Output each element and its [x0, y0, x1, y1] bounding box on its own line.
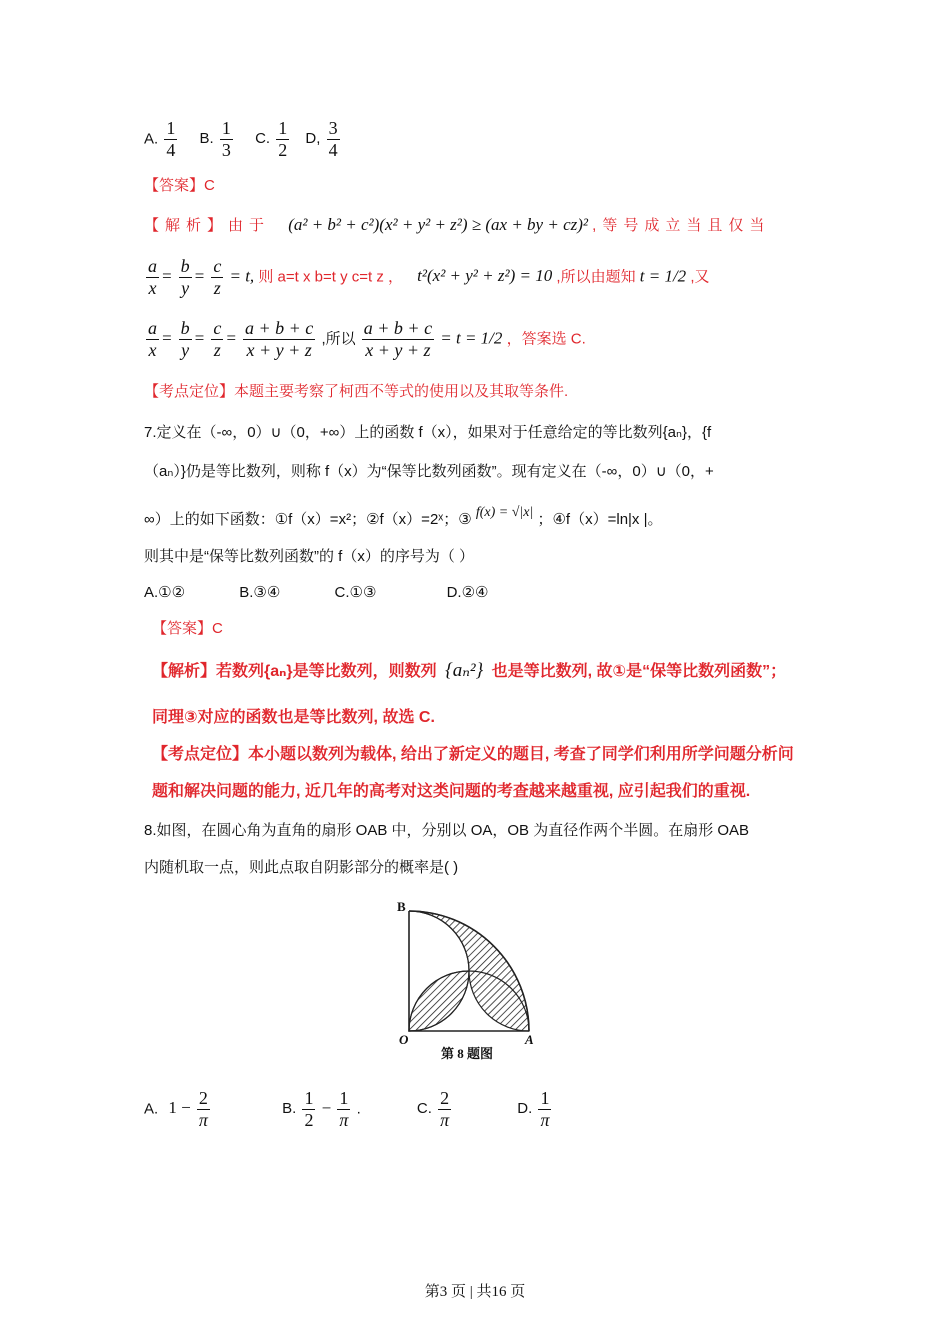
q8-option-a-pre: 1 −	[168, 1098, 191, 1118]
q8-option-b-fraction-1: $\frac{1}{2}$	[304, 1088, 314, 1130]
q6-so-text: ,所以由题知	[556, 268, 636, 286]
q6-eq-t-half: = t = 1/2	[440, 328, 503, 348]
q6-sum-fraction: $\frac{a + b + c}{x + y + z}$	[244, 318, 314, 360]
q6-option-d-fraction: $\frac{3}{4}$	[328, 118, 338, 160]
q7-option-a: A.①②	[144, 584, 186, 601]
q8-option-b-label: B.	[282, 1100, 297, 1118]
figure-label-o: O	[399, 1032, 409, 1047]
q6-option-b-fraction: $\frac{1}{3}$	[221, 118, 231, 160]
q7-line1: 7.定义在（-∞，0）∪（0，+∞）上的函数 f（x），如果对于任意给定的等比数列{aₙ}，{f	[144, 424, 712, 441]
q6-analysis-line1	[144, 214, 770, 235]
q7-kaodian-line2: 题和解决问题的能力, 近几年的高考对这类问题的考查越来越重视, 应引起我们的重视.	[152, 783, 751, 800]
q8-line1: 8.如图，在圆心角为直角的扇形 OAB 中，分别以 OA，OB 为直径作两个半圆。在扇形 OAB	[144, 822, 750, 839]
q7-answer: 【答案】C	[152, 620, 223, 637]
q6-ratio-c-z: $\frac{c}{z}$	[213, 256, 222, 298]
q8-options	[144, 1088, 554, 1131]
q6-so2: ,所以	[321, 330, 356, 348]
q6-option-a-fraction: $\frac{1}{4}$	[166, 118, 176, 160]
q6-option-a-label: A.	[144, 130, 159, 148]
q8-option-b-minus: −	[321, 1098, 332, 1118]
q8-option-b-fraction-2: $\frac{1}{\pi}$	[339, 1088, 349, 1130]
q7-line2: （aₙ）}仍是等比数列，则称 f（x）为“保等比数列函数”。现有定义在（-∞，0）∪（0，+	[144, 463, 714, 480]
q7-jiexi-line1	[152, 658, 786, 682]
q7-line3-a: ∞）上的如下函数：①f（x）=x²；②f（x）=2ˣ；③	[144, 511, 472, 528]
q6-ratio-a-x: $\frac{a}{x}$	[148, 256, 157, 298]
q6-also: ,又	[690, 268, 710, 286]
q8-option-d-fraction: $\frac{1}{\pi}$	[540, 1088, 550, 1130]
q6-analysis-line2: $\frac{a}{x}$ = $\frac{b}{y}$ = $\frac{c}{z}$ = t, 则 a=t x b=t y c=t z ， t²(x² + y² + z²) = 10 ,所以由题知 t = 1/2 ,又	[148, 256, 710, 298]
q8-line2: 内随机取一点，则此点取自阴影部分的概率是( )	[144, 859, 459, 876]
q7-jiexi-lead: 【解析】若数列{aₙ}是等比数列，则数列	[152, 663, 437, 680]
q7-jiexi-tail: 也是等比数列, 故①是“保等比数列函数”；	[491, 663, 787, 680]
q7-line3	[144, 505, 663, 529]
q6-option-b-label: B.	[199, 130, 214, 148]
q7-f3-formula: f(x) = √|x|	[475, 505, 534, 520]
page-footer: 第3 页 | 共16 页	[424, 1284, 526, 1300]
q6-t-equation: t²(x² + y² + z²) = 10	[417, 266, 553, 286]
q6-option-c-label: C.	[255, 130, 271, 148]
q7-option-d: D.②④	[446, 584, 489, 601]
q7-line4: 则其中是“保等比数列函数”的 f（x）的序号为（ ）	[144, 548, 474, 565]
q6-choose: ，答案选 C.	[506, 330, 586, 348]
q6-ratio-b-y: $\frac{b}{y}$	[180, 256, 190, 298]
q8-option-b-end: .	[356, 1100, 361, 1118]
q7-jiexi-line2: 同理③对应的函数也是等比数列, 故选 C.	[152, 709, 435, 726]
q8-option-a-label: A.	[144, 1100, 159, 1118]
sector-diagram	[395, 895, 545, 1063]
q6-kaodian: 【考点定位】本题主要考察了柯西不等式的使用以及其取等条件.	[144, 383, 569, 400]
q6-option-c-fraction: $\frac{1}{2}$	[278, 118, 288, 160]
q6-ratio-eq-t: = t,	[229, 266, 255, 286]
q6-answer: 【答案】C	[144, 177, 215, 194]
q7-option-b: B.③④	[239, 584, 281, 601]
q7-seq-a-squared: {aₙ²}	[445, 660, 484, 681]
q6-cauchy-formula: (a² + b² + c²)(x² + y² + z²) ≥ (ax + by + cz)²	[288, 215, 588, 234]
q8-option-a-fraction: $\frac{2}{\pi}$	[198, 1088, 208, 1130]
q6-analysis-tail: ,等号成立当且仅当	[592, 217, 771, 234]
q6-analysis-lead: 【解析】由于	[144, 217, 271, 234]
q8-option-c-label: C.	[416, 1100, 432, 1118]
q6-ratio-text: 则 a=t x b=t y c=t z ，	[258, 268, 403, 286]
q7-options	[144, 583, 488, 601]
q7-kaodian-line1: 【考点定位】本小题以数列为载体, 给出了新定义的题目, 考查了同学们利用所学问题分析问	[152, 746, 794, 763]
q6-analysis-line3: $\frac{a}{x}$ = $\frac{b}{y}$ = $\frac{c}{z}$ = $\frac{a + b + c}{x + y + z}$ ,所以 $\frac{a + b + c}{x + y + z}$ = t = 1/2 ，答案选 C.	[148, 318, 586, 360]
q6-t-half: t = 1/2	[639, 266, 687, 286]
q7-option-c: C.①③	[334, 584, 377, 601]
q6-option-d-label: D,	[305, 130, 321, 148]
figure-caption: 第 8 题图	[441, 1046, 494, 1061]
q6-options	[144, 118, 342, 161]
q8-figure	[395, 895, 545, 1063]
q8-option-c-fraction: $\frac{2}{\pi}$	[440, 1088, 450, 1130]
figure-label-a: A	[525, 1032, 534, 1047]
q6-sum-fraction-2: $\frac{a + b + c}{x + y + z}$	[363, 318, 433, 360]
figure-label-b: B	[397, 899, 406, 914]
q7-line3-b: ；④f（x）=ln|x |。	[537, 511, 663, 528]
q8-option-d-label: D.	[517, 1100, 533, 1118]
